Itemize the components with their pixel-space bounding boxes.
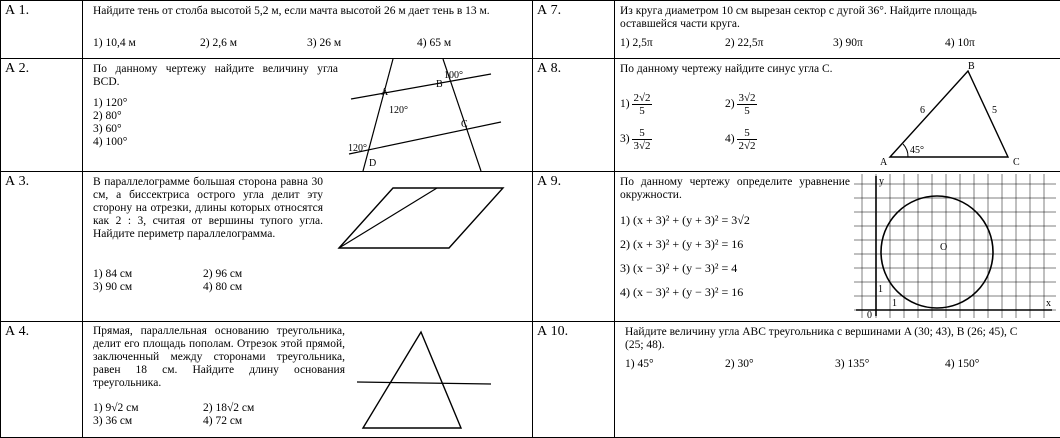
point-c-label: C	[1013, 157, 1020, 168]
angle-label: 120°	[348, 143, 367, 154]
problem-number: А 4.	[1, 322, 82, 340]
point-d-label: D	[369, 158, 376, 169]
x-axis-label: x	[1046, 298, 1051, 309]
problem-number-cell	[533, 322, 615, 438]
answer-option[interactable]: 1) 9√2 см	[93, 402, 203, 415]
answer-option[interactable]: 1) (x + 3)² + (y + 3)² = 3√2	[620, 208, 750, 232]
answer-options	[93, 97, 127, 149]
problem-number-cell	[533, 172, 615, 322]
point-c-label: C	[461, 119, 468, 130]
answer-option[interactable]: 1) 120°	[93, 97, 127, 110]
point-b-label: B	[436, 79, 443, 90]
side-label: 6	[920, 105, 925, 116]
answer-option[interactable]: 1) 84 см	[93, 268, 203, 281]
answer-option[interactable]: 1) $\frac{2√2}{5}$	[620, 92, 652, 117]
problem-a10	[615, 322, 1060, 438]
answer-option[interactable]: 3) 26 м	[307, 37, 417, 50]
unit-y-label: 1	[878, 284, 883, 295]
point-a-label: A	[880, 157, 888, 168]
answer-option[interactable]: 1) 10,4 м	[93, 37, 200, 50]
problem-a3	[83, 172, 533, 322]
answer-option[interactable]: 2) 18√2 см	[203, 402, 254, 415]
lines-figure	[341, 59, 531, 171]
angle-label: 120°	[389, 105, 408, 116]
answer-options	[93, 402, 345, 428]
problem-number: А 10.	[533, 322, 614, 340]
answer-option[interactable]: 4) $\frac{5}{2√2}$	[725, 127, 757, 152]
answer-option[interactable]: 4) 65 м	[417, 37, 451, 50]
unit-x-label: 1	[892, 298, 897, 309]
answer-option[interactable]: 4) 80 см	[203, 281, 242, 294]
answer-options	[620, 37, 975, 50]
origin-label: 0	[867, 310, 872, 321]
problem-text: По данному чертежу найдите синус угла C.	[620, 63, 850, 76]
side-label: 5	[992, 105, 997, 116]
answer-option[interactable]: 1) 2,5π	[620, 37, 725, 50]
answer-option[interactable]: 2) 80°	[93, 110, 127, 123]
y-axis-label: y	[879, 176, 884, 187]
answer-option[interactable]: 3) 90 см	[93, 281, 203, 294]
answer-option[interactable]: 4) (x − 3)² + (y − 3)² = 16	[620, 280, 750, 304]
answer-options	[620, 208, 750, 304]
problem-number-cell	[1, 59, 83, 172]
problem-text: По данному чертежу определите уравнение окружности.	[620, 176, 850, 202]
problem-text: Найдите тень от столба высотой 5,2 м, если мачта высотой 26 м дает тень в 13 м.	[93, 5, 493, 18]
problem-number-cell	[533, 1, 615, 59]
problem-a1	[83, 1, 533, 59]
point-b-label: B	[968, 61, 975, 72]
angle-label: 45°	[910, 145, 924, 156]
problem-number: А 8.	[533, 59, 614, 77]
answer-option[interactable]: 3) (x − 3)² + (y − 3)² = 4	[620, 256, 750, 280]
problem-a8	[615, 59, 1060, 172]
problem-text: Прямая, параллельная основанию треугольника, делит его площадь пополам. Отрезок этой прямой, заключенный между сторонами треугольника, равен 18 см. Найдите длину основания треугольника.	[93, 325, 345, 390]
answer-option[interactable]: 1) 45°	[625, 358, 725, 371]
answer-options	[93, 37, 451, 50]
problem-a2	[83, 59, 533, 172]
triangle-figure	[351, 322, 531, 436]
problem-number: А 1.	[1, 1, 82, 19]
problem-a9	[615, 172, 1060, 322]
answer-option[interactable]: 4) 10π	[945, 37, 975, 50]
answer-option[interactable]: 3) 90π	[833, 37, 945, 50]
problem-text: Найдите величину угла ABC треугольника с вершинами A (30; 43), B (26; 45), C (25; 48).	[625, 326, 1035, 352]
point-a-label: A	[381, 87, 389, 98]
answer-option[interactable]: 3) $\frac{5}{3√2}$	[620, 127, 652, 152]
problem-a7	[615, 1, 1060, 59]
answer-option[interactable]: 4) 100°	[93, 136, 127, 149]
problem-number: А 7.	[533, 1, 614, 19]
circle-grid-figure	[852, 172, 1060, 320]
answer-option[interactable]: 2) $\frac{3√2}{5}$	[725, 92, 757, 117]
problem-number-cell	[1, 172, 83, 322]
answer-options	[93, 268, 323, 294]
triangle-figure	[870, 59, 1060, 171]
problem-number-cell	[533, 59, 615, 172]
problem-text: В параллелограмме большая сторона равна 30 см, а биссектриса острого угла делит эту сторону на отрезки, длины которых относятся как 2 : 3, считая от вершины тупого угла. Найдите периметр параллелограмма.	[93, 176, 323, 241]
answer-option[interactable]: 3) 60°	[93, 123, 127, 136]
answer-option[interactable]: 2) (x + 3)² + (y + 3)² = 16	[620, 232, 750, 256]
angle-label: 100°	[444, 70, 463, 81]
parallelogram-figure	[331, 172, 531, 320]
answer-option[interactable]: 3) 135°	[835, 358, 945, 371]
answer-option[interactable]: 4) 72 см	[203, 415, 242, 428]
answer-option[interactable]: 2) 30°	[725, 358, 835, 371]
problem-text: По данному чертежу найдите величину угла BCD.	[93, 63, 338, 89]
center-label: O	[940, 242, 947, 253]
answer-option[interactable]: 2) 2,6 м	[200, 37, 307, 50]
problem-number: А 2.	[1, 59, 82, 77]
answer-options	[625, 358, 979, 371]
problem-a4	[83, 322, 533, 438]
problem-text: Из круга диаметром 10 см вырезан сектор с дугой 36°. Найдите площадь оставшейся части круга.	[620, 5, 1030, 31]
answer-option[interactable]: 4) 150°	[945, 358, 979, 371]
problem-number: А 9.	[533, 172, 614, 190]
answer-option[interactable]: 2) 96 см	[203, 268, 242, 281]
problem-number: А 3.	[1, 172, 82, 190]
answer-option[interactable]: 2) 22,5π	[725, 37, 833, 50]
problem-number-cell	[1, 1, 83, 59]
answer-option[interactable]: 3) 36 см	[93, 415, 203, 428]
problem-number-cell	[1, 322, 83, 438]
